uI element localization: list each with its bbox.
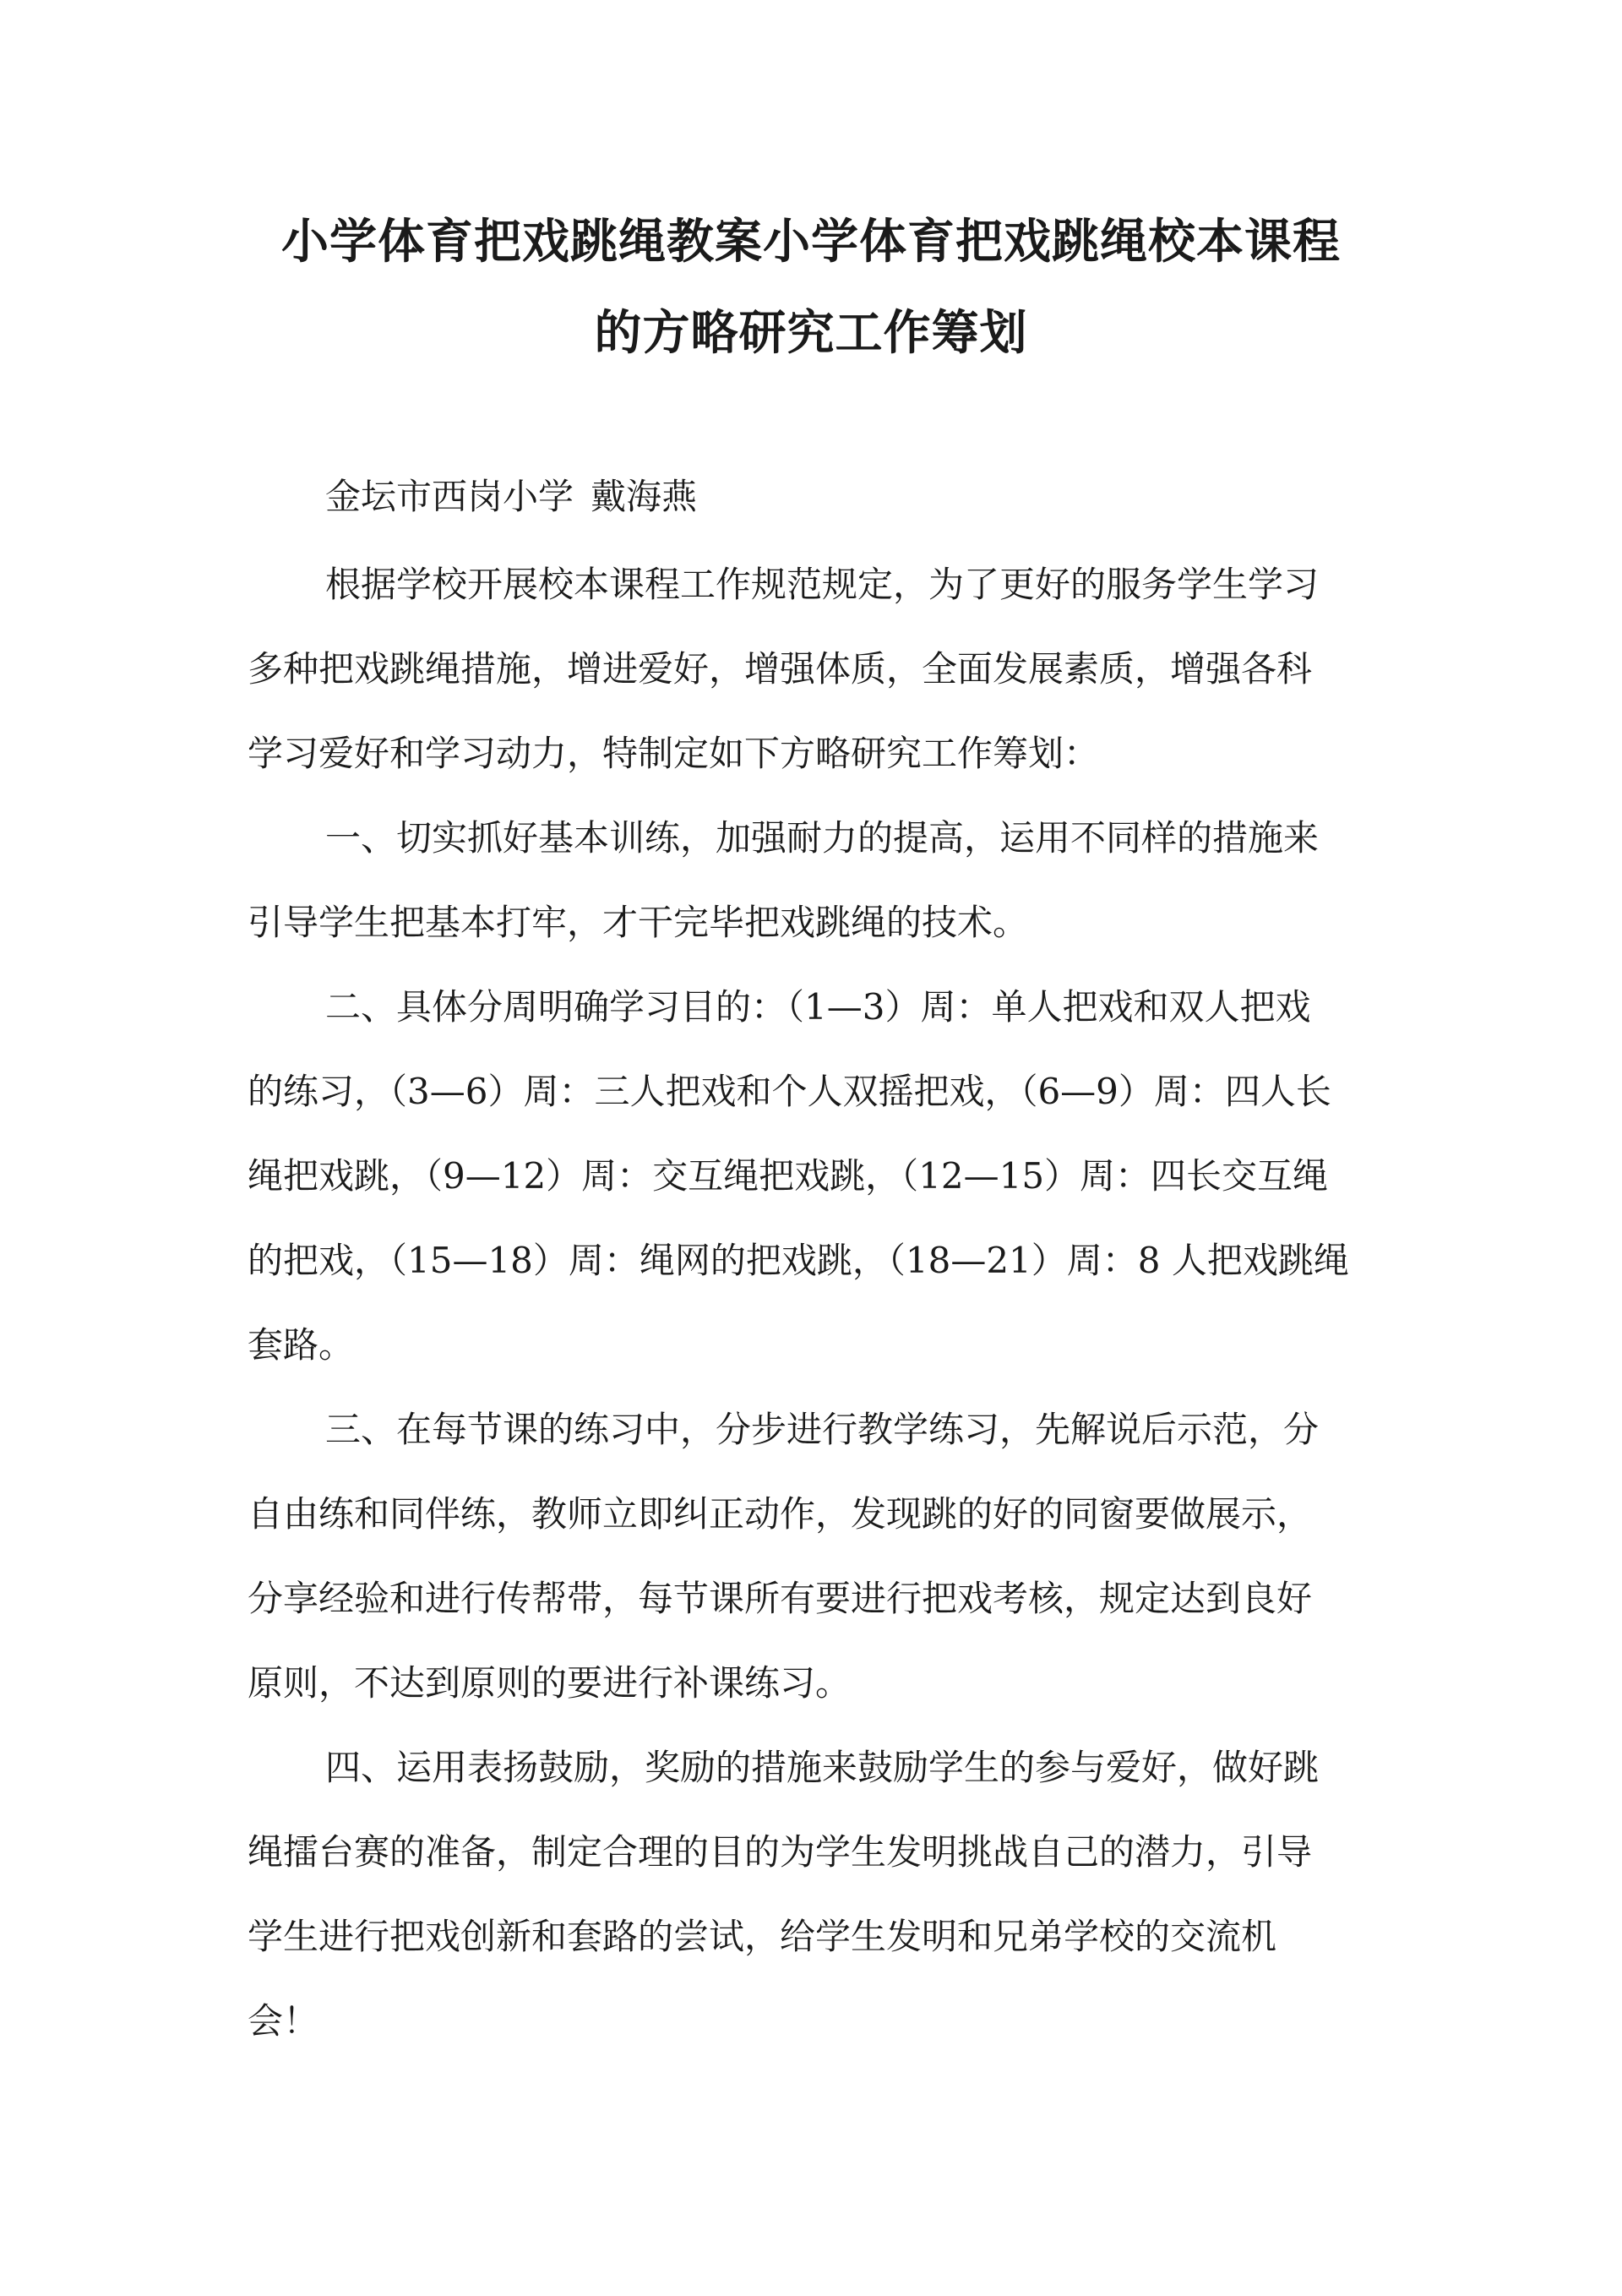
paragraph-4-line-4: 原则，不达到原则的要进行补课练习。 [248,1662,852,1704]
paragraph-3-line-1: 二、具体分周明确学习目的：（1—3）周：单人把戏和双人把戏 [325,986,1311,1028]
paragraph-2-line-2: 引导学生把基本打牢，才干完毕把戏跳绳的技术。 [248,902,1029,943]
paragraph-2-line-1: 一、切实抓好基本训练，加强耐力的提高，运用不同样的措施来 [325,817,1320,859]
paragraph-3-line-4: 的把戏，（15—18）周：绳网的把戏跳，（18—21）周：8 人把戏跳绳 [248,1240,1349,1281]
paragraph-1-line-3: 学习爱好和学习动力，特制定如下方略研究工作筹划： [248,733,1100,774]
author-line [325,463,697,531]
paragraph-5-line-3: 学生进行把戏创新和套路的尝试，给学生发明和兄弟学校的交流机 [248,1916,1277,1957]
author-school: 金坛市西岗小学 [325,476,574,517]
paragraph-4-line-3: 分享经验和进行传帮带，每节课所有要进行把戏考核，规定达到良好 [248,1578,1313,1619]
author-name: 戴海燕 [591,476,698,517]
paragraph-5-line-1: 四、运用表扬鼓励，奖励的措施来鼓励学生的参与爱好，做好跳 [325,1747,1320,1788]
paragraph-1-line-1: 根据学校开展校本课程工作规范规定，为了更好的服务学生学习 [325,564,1320,605]
paragraph-5-line-2: 绳擂台赛的准备，制定合理的目的为学生发明挑战自己的潜力，引导 [248,1831,1313,1873]
paragraph-3-line-2: 的练习，（3—6）周：三人把戏和个人双摇把戏，（6—9）周：四人长 [248,1071,1331,1112]
title-line-1: 小学体育把戏跳绳教案小学体育把戏跳绳校本课程 [281,214,1341,270]
document-title [245,196,1377,379]
paragraph-4-line-1: 三、在每节课的练习中，分步进行教学练习，先解说后示范，分 [325,1409,1320,1450]
paragraph-1-line-2: 多种把戏跳绳措施，增进爱好，增强体质，全面发展素质，增强各科 [248,648,1313,690]
paragraph-5-line-4: 会！ [248,2000,319,2042]
title-line-2: 的方略研究工作筹划 [594,305,1028,361]
paragraph-3-line-3: 绳把戏跳，（9—12）周：交互绳把戏跳，（12—15）周：四长交互绳 [248,1155,1329,1197]
paragraph-4-line-2: 自由练和同伴练，教师立即纠正动作，发现跳的好的同窗要做展示， [248,1493,1313,1535]
paragraph-3-line-5: 套路。 [248,1324,355,1366]
